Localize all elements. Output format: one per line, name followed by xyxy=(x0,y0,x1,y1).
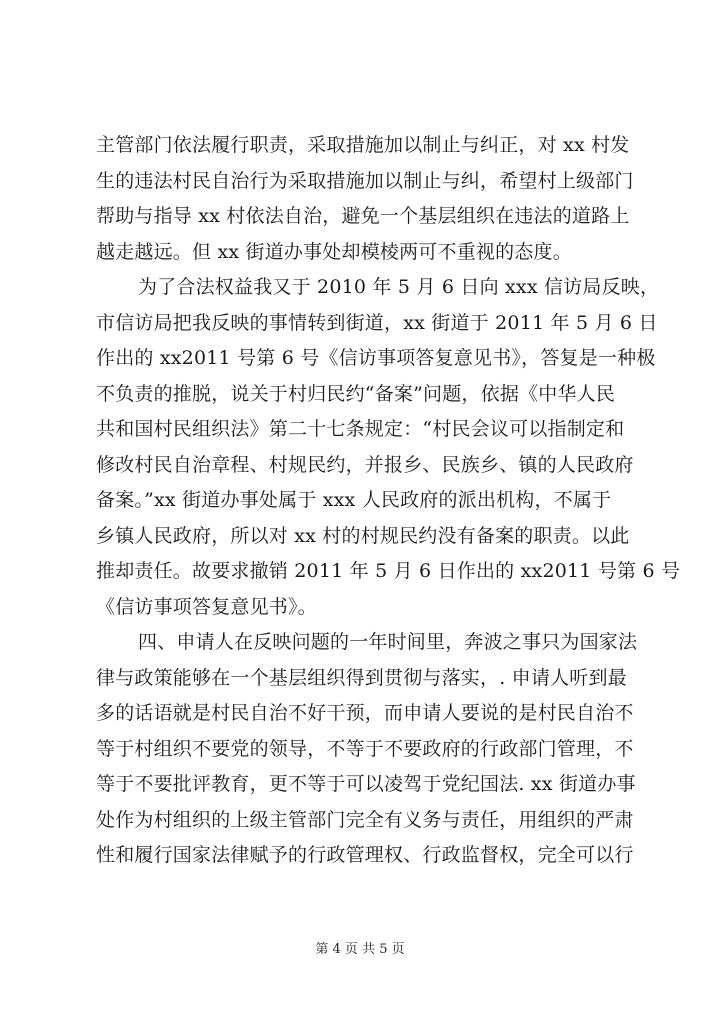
text-line: 多的话语就是村民自治不好干预，而申请人要说的是村民自治不 xyxy=(96,702,634,724)
page-number-footer: 第 4 页 共 5 页 xyxy=(315,942,405,957)
text-line: 《信访事项答复意见书》。 xyxy=(96,595,317,618)
text-line: 推却责任。故要求撤销 2011 年 5 月 6 日作出的 xx2011 号第 6 号 xyxy=(96,560,681,582)
text-line: 不负责的推脱，说关于村归民约“备案”问题，依据《中华人民 xyxy=(96,382,616,405)
text-line: 市信访局把我反映的事情转到街道，xx 街道于 2011 年 5 月 6 日 xyxy=(96,311,658,334)
text-line: 备案。”xx 街道办事处属于 xxx 人民政府的派出机构，不属于 xyxy=(96,489,612,511)
text-line: 律与政策能够在一个基层组织得到贯彻与落实，. 申请人听到最 xyxy=(96,666,627,689)
paragraph-start-line: 为了合法权益我又于 2010 年 5 月 6 日向 xxx 信访局反映， xyxy=(138,276,660,298)
text-line: 共和国村民组织法》第二十七条规定：“村民会议可以指制定和 xyxy=(96,418,625,440)
text-line: 等于村组织不要党的领导，不等于不要政府的行政部门管理，不 xyxy=(96,737,634,760)
text-line: 乡镇人民政府，所以对 xx 村的村规民约没有备案的职责。以此 xyxy=(96,524,630,547)
text-line: 作出的 xx2011 号第 6 号《信访事项答复意见书》，答复是一种极 xyxy=(96,347,656,369)
text-line: 处作为村组织的上级主管部门完全有义务与责任，用组织的严肃 xyxy=(96,808,634,831)
text-line: 等于不要批评教育，更不等于可以凌驾于党纪国法. xx 街道办事 xyxy=(96,773,636,795)
document-body xyxy=(96,128,681,874)
text-line: 性和履行国家法律赋予的行政管理权、行政监督权，完全可以行 xyxy=(96,844,634,866)
text-line: 越走越远。但 xx 街道办事处却模棱两可不重视的态度。 xyxy=(96,240,572,263)
text-line: 修改村民自治章程、村规民约，并报乡、民族乡、镇的人民政府 xyxy=(96,453,634,476)
text-line: 生的违法村民自治行为采取措施加以制止与纠，希望村上级部门 xyxy=(96,169,634,192)
text-line: 帮助与指导 xx 村依法自治，避免一个基层组织在违法的道路上 xyxy=(96,205,630,227)
text-line: 主管部门依法履行职责，采取措施加以制止与纠正，对 xx 村发 xyxy=(96,134,630,156)
paragraph-start-line: 四、申请人在反映问题的一年时间里，奔波之事只为国家法 xyxy=(138,631,638,653)
